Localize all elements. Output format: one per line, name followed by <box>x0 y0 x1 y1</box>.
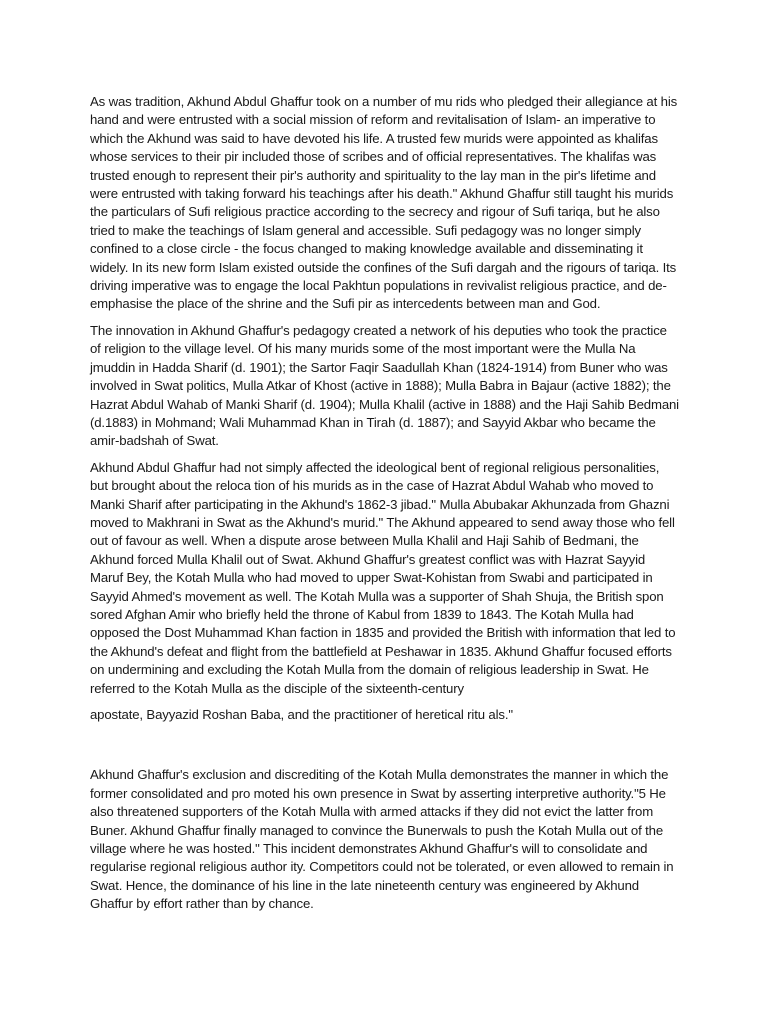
paragraph-1: As was tradition, Akhund Abdul Ghaffur took on a number of mu rids who pledged their allegiance at his hand and were entrusted with a social mission of reform and revitalisation of Islam- an imperative to which the Akhund was said to have devoted his life. A trusted few murids were appointed as khalifas whose services to their pir included those of scribes and of official representatives. The khalifas was trusted enough to represent their pir's authority and spirituality to the lay man in the pir's lifetime and were entrusted with taking forward his teachings after his death." Akhund Ghaffur still taught his murids the particulars of Sufi religious practice according to the secrecy and rigour of Sufi tariqa, but he also tried to make the teachings of Islam general and accessible. Sufi pedagogy was no longer simply confined to a close circle - the focus changed to making knowledge available and disseminating it widely. In its new form Islam existed outside the confines of the Sufi dargah and the rigours of tariqa. Its driving imperative was to engage the local Pakhtun populations in revivalist religious practice, and de-emphasise the place of the shrine and the Sufi pir as intercedents between man and God. <box>90 94 678 312</box>
paragraph-2: The innovation in Akhund Ghaffur's pedagogy created a network of his deputies who took the practice of religion to the village level. Of his many murids some of the most important were the Mulla Na jmuddin in Hadda Sharif (d. 1901); the Sartor Faqir Saadullah Khan (1824-1914) from Buner who was involved in Swat politics, Mulla Atkar of Khost (active in 1888); Mulla Babra in Bajaur (active 1882); the Hazrat Abdul Wahab of Manki Sharif (d. 1904); Mulla Khalil (active in 1888) and the Haji Sahib Bedmani (d.1883) in Mohmand; Wali Muhammad Khan in Tirah (d. 1887); and Sayyid Akbar who became the amir-badshah of Swat. <box>90 322 679 449</box>
document-page <box>90 93 680 914</box>
paragraph-4: apostate, Bayyazid Roshan Baba, and the practitioner of heretical ritu als." <box>90 707 513 722</box>
paragraph-3: Akhund Abdul Ghaffur had not simply affected the ideological bent of regional religious personalities, but brought about the reloca tion of his murids as in the case of Hazrat Abdul Wahab who moved to Manki Sharif after participating in the Akhund's 1862-3 jibad." Mulla Abubakar Akhunzada from Ghazni moved to Makhrani in Swat as the Akhund's murid." The Akhund appeared to send away those who fell out of favour as well. When a dispute arose between Mulla Khalil and Haji Sahib of Bedmani, the Akhund forced Mulla Khalil out of Swat. Akhund Ghaffur's greatest conflict was with Hazrat Sayyid Maruf Bey, the Kotah Mulla who had moved to upper Swat-Kohistan from Swabi and participated in Sayyid Ahmed's movement as well. The Kotah Mulla was a supporter of Shah Shuja, the British spon sored Afghan Amir who briefly held the throne of Kabul from 1839 to 1843. The Kotah Mulla had opposed the Dost Muhammad Khan faction in 1835 and provided the British with information that led to the Akhund's defeat and flight from the battlefield at Peshawar in 1835. Akhund Ghaffur focused efforts on undermining and excluding the Kotah Mulla from the domain of religious leadership in Swat. He referred to the Kotah Mulla as the disciple of the sixteenth-century <box>90 459 676 696</box>
paragraph-5: Akhund Ghaffur's exclusion and discrediting of the Kotah Mulla demonstrates the manner in which the former consolidated and pro moted his own presence in Swat by asserting interpretive authority."5 He also threatened supporters of the Kotah Mulla with armed attacks if they did not evict the latter from Buner. Akhund Ghaffur finally managed to convince the Bunerwals to push the Kotah Mulla out of the village where he was hosted." This incident demonstrates Akhund Ghaffur's will to consolidate and regularise regional religious author ity. Competitors could not be tolerated, or even allowed to remain in Swat. Hence, the dominance of his line in the late nineteenth century was engineered by Akhund Ghaffur by effort rather than by chance. <box>90 767 674 912</box>
